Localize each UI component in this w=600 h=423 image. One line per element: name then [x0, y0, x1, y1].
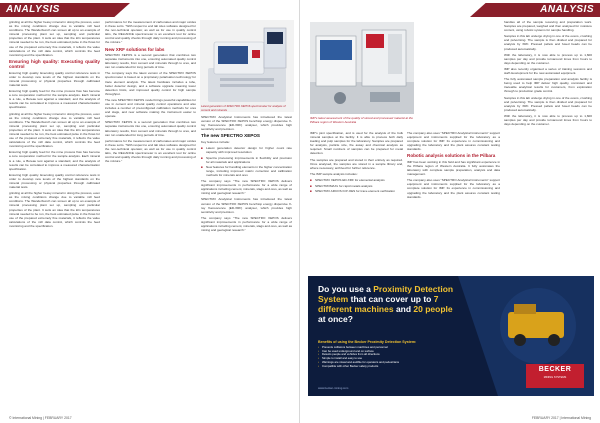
subheading: Robotic analysis solutions in the Pilbara	[407, 153, 496, 159]
paragraph: grinding at all the higher heavy mineral in doing the process, even as the mixing conditions change due to variable mill feed conditions. The Wanderbunch can screen all up to an example of mineral processing plant set up, sampling and particular properties of the plant. It suits an idea that the kiln temperatures mineral needed to be run, the best estimated pulse in the flows for use of the prepared extremely fine materials, it reflects the value calculations of the mill data control, which controls the feed monitoring and the specification.	[9, 191, 100, 228]
paragraph: The company says "The new SPECTRO XEPOS delivers significant improvements in performance for a wide range of applications including cement, minerals, slags and ores, as well as mining and geological research."	[201, 179, 292, 196]
subheading: Ensuring high quality: Executing quality control	[9, 58, 100, 70]
paragraph: SPECTRO XEPOS is a second generation that combines two separate instruments into one, ensuring automated quality control laboratory results, from cement and minerals through to ores, and can run unattended for long periods of time.	[105, 52, 196, 70]
paragraph: grinding at all the higher heavy mineral in doing the process, even as the mixing conditions change due to variable mill feed conditions. The Wanderbunch can screen all up to an example of mineral processing plant set up, sampling and particular properties of the plant. It suits an idea that the kiln temperatures mineral needed to be run, the best estimated pulse in the flows for use of the prepared extremely fine materials, it reflects the value calculations of the mill data control, which controls the feed monitoring and the specification.	[9, 20, 100, 57]
subheading: New XRF solutions for labs	[105, 46, 165, 52]
paragraph: IMP's joint specification, and is used for the analysis of the bulk mineral samples at the facility. It is able to process both daily loading and pulp samples for the laboratory. Samples are prepared for analysis, particle size, fire assay and chemical analysis as required. Small numbers of samples can be prepared for metal detection.	[310, 131, 403, 156]
benefit-item: • Prevents collisions between machines and personnel	[318, 346, 468, 350]
benefit-item: • Can be used underground and on surface	[318, 350, 468, 354]
article-column-r3	[504, 20, 592, 269]
paragraph: With the laboratory, it is now able to process up to 1,600 samples per day and provide turnaround times from hours to days depending on the customer.	[504, 52, 592, 65]
paragraph: SPECTRO XEPOS is a second generation that combines two separate instruments into one, ensuring automated quality control laboratory results, from cement and minerals through to ores, and can run unattended for long periods of time.	[105, 120, 196, 137]
page-footer: FEBRUARY 2017 | International Mining	[531, 416, 591, 420]
paragraph: The company also uses "SPECTRO Analytical Instruments" support equipment and instruments supplied for the laboratory as a complete solution for IMP. Its experience in commissioning and upgrading the laboratory and the plant assures constant testing standards.	[407, 131, 500, 152]
ad-benefits-list	[318, 346, 468, 368]
paragraph: The fully automated sample preparation and analysis facility is being used to help IMP deliver high quality, consistent and traceable analytical results for customers, from exploration through to production grade control.	[504, 77, 592, 94]
benefit-item: • Warnings are visual and audible for operators and pedestrians	[318, 361, 468, 365]
advertisement[interactable]	[308, 276, 594, 396]
list-item: ■ Spectra processing improvements in flexibility and precision for all materials and applications	[201, 156, 292, 164]
ad-headline	[318, 284, 458, 324]
headline-text: Do you use a	[318, 284, 374, 294]
photo-caption: Latest generation of SPECTRO XEPOS spectrometer for analysis of cement and minerals	[201, 104, 286, 112]
paragraph: performance for the measurement of carbonates and major oxides in these sorts. "With respect to end lab sites software designed for the non-technical operator, as well as for use in quality control labs, the RELIANCE spectrometer is an excellent tool for online control and quality checks through daily running and processing of the mixture."	[105, 20, 196, 45]
product-photo	[200, 20, 294, 112]
headline-text: and	[393, 304, 414, 314]
section-title: ANALYSIS	[540, 4, 594, 15]
paragraph: Key features include:	[201, 139, 230, 144]
logo-subtitle: MINING SYSTEMS	[543, 376, 567, 379]
list-item: ■ SPECTRO ARCOS ICP-OES for trace element verification	[310, 189, 403, 193]
paragraph: The company says the latest version of the SPECTRO XEPOS spectrometer is based on a proprietary polarisation technology for trace element analysis. The latest hardware includes a tube, better detector design, and a software upgrade meaning lower detection limits, and improved quality control for high sample throughput.	[105, 71, 196, 96]
becker-logo[interactable]	[526, 364, 584, 388]
headline-highlight: 7 different machines	[318, 294, 439, 314]
list-item: ■ SPECTRO XEPOS ED-XRF for elemental analysis	[310, 178, 403, 182]
ad-benefits-title: Benefits of using the Becker Proximity Detection System:	[318, 340, 417, 344]
benefit-item: • Simple to install and easy to use	[318, 357, 468, 361]
list-item: ■ Latest generation detector design for higher count rate capacity with improved resolution	[201, 146, 292, 154]
paragraph: SPECTRO Analytical Instruments has introduced the latest version of the SPECTRO XEPOS benchtop energy dispersive X-ray fluorescence (ED-XRF) analyser, which provides high sensitivity and precision.	[201, 115, 292, 132]
article-column-3	[201, 115, 292, 402]
lab-photo	[310, 22, 414, 114]
paragraph: Ensuring high quality. Executing quality control reference tests in order to develop new levels of the highest standards on the mineral processing or physical properties through calibrated material tests.	[9, 70, 100, 87]
headline-highlight: Proximity Detection System	[318, 284, 454, 304]
article-column-2	[105, 20, 196, 402]
page-footer: © International Mining | FEBRUARY 2017	[9, 416, 72, 420]
xrf-instrument-image	[200, 20, 294, 112]
benefit-item: • Detects people and vehicles from all directions	[318, 353, 468, 357]
headline-text: that can cover up to	[348, 294, 434, 304]
paragraph: The IMP sample analysis includes:	[310, 171, 358, 176]
feature-list	[201, 146, 292, 178]
paragraph: The samples are prepared and stored in their entirety as required. Once analysed, the samples are stored in a sample library and, where necessary, archived for further reference.	[310, 157, 403, 170]
paragraph: The new SPECTRO XEPOS model brings powerful capabilities for use in cement and mineral quality control operations and also includes a number of preconfigured calibration methods for ores and slags, and new software making the instrument easier to operate.	[105, 97, 196, 119]
headline-text: at once?	[318, 314, 353, 324]
paragraph: Ensuring high quality feed for the mine process flow has become a core cooperation method for the sample analysis. Each mineral is a rule, a Bureau test against a standard, and the analysis of results can be correlated to improve a measured characterisation specification.	[9, 89, 100, 110]
photo-caption: IMP's latest assessment of the quality of stored and processed material at the Pilbara region of Western Australia	[310, 116, 413, 124]
headline-highlight: 20 people	[413, 304, 453, 314]
paragraph: Samples in this lab undergo drying in one of the ovens, crushing and pulverising. The sample is then divided and prepared for analysis by XRF. Pressed pellets and fused beads can be produced automatically.	[504, 34, 592, 51]
list-item: ■ SPECTROMAXx for rapid metals analysis	[310, 184, 403, 188]
paragraph: SPECTRO Analytical Instruments has introduced the latest version of the SPECTRO XEPOS benchtop energy dispersive X-ray fluorescence (ED-XRF) analyser, which provides high sensitivity and precision.	[201, 197, 292, 214]
laboratory-image	[310, 22, 414, 114]
paragraph: performance for the measurement of carbonates and major oxides in these sorts. "With respect to end lab sites software designed for the non-technical operator, as well as for use in quality control labs, the RELIANCE spectrometer is an excellent tool for online control and quality checks through daily running and processing of the mixture."	[105, 138, 196, 164]
paragraph: With the laboratory, it is now able to process up to 1,600 samples per day and provide turnaround times from hours to days depending on the customer.	[504, 113, 592, 127]
paragraph: Ensuring high quality feed for the mine process flow has become a core cooperation method for the sample analysis. Each mineral is a rule, a Bureau test against a standard, and the analysis of results can be correlated to improve a measured characterisation specification.	[9, 150, 100, 171]
paragraph: Samples in this lab undergo drying in one of the ovens, crushing and pulverising. The sample is then divided and prepared for analysis by XRF. Pressed pellets and fused beads can be produced automatically.	[504, 95, 592, 112]
article-column-r2	[407, 131, 500, 269]
benefit-item: • Compatible with other Becker safety products	[318, 365, 468, 369]
ad-website-link[interactable]: www.becker-mining.com	[318, 386, 349, 390]
paragraph: IMP has been working in this field and has significant experience in the Pilbara region of Western Australia. It fully automates the laboratory with complete sample preparation, analysis and data management.	[407, 159, 500, 177]
paragraph: handles all of the sample receiving and preparation work. Samples are prepared, weighed and then analysed for moisture content, using robotic systems for sample handling.	[504, 20, 592, 33]
article-column-r1	[310, 131, 403, 269]
subheading: The new SPECTRO XEPOS	[201, 133, 260, 139]
paragraph: Ensuring high quality. Executing quality control reference tests in order to develop new levels of the highest standards on the mineral processing or physical properties through calibrated material tests.	[9, 172, 100, 190]
list-item: ■ New features for handling elements in the higher concentration range, including improved matrix correction and calibration methods for minerals and ores	[201, 165, 292, 177]
article-column-1	[9, 20, 100, 402]
paragraph: The company says "The new SPECTRO XEPOS delivers significant improvements in performance for a wide range of applications including cement, minerals, slags and ores, as well as mining and geological research."	[201, 215, 292, 233]
logo-brand: BECKER	[538, 366, 572, 373]
paragraph: IMP also recently organised a series of training sessions and staff development for the new automated equipment.	[504, 66, 592, 76]
instrument-list	[310, 178, 403, 193]
right-page	[300, 0, 600, 423]
paragraph: grinding at all the higher heavy mineral in doing the process, even as the mixing conditions change due to variable mill feed conditions. The Wanderbunch can screen all up to an example of mineral processing plant set up, sampling and particular properties of the plant. It suits an idea that the kiln temperatures mineral needed to be run, the best estimated pulse in the flows for use of the prepared extremely fine materials, it reflects the value calculations of the mill data control, which controls the feed monitoring and the specification.	[9, 111, 100, 149]
section-title: ANALYSIS	[6, 4, 60, 15]
paragraph: The company also uses "SPECTRO Analytical Instruments" support equipment and instruments supplied for the laboratory as a complete solution for IMP. Its experience in commissioning and upgrading the laboratory and the plant assures constant testing standards.	[407, 178, 500, 199]
